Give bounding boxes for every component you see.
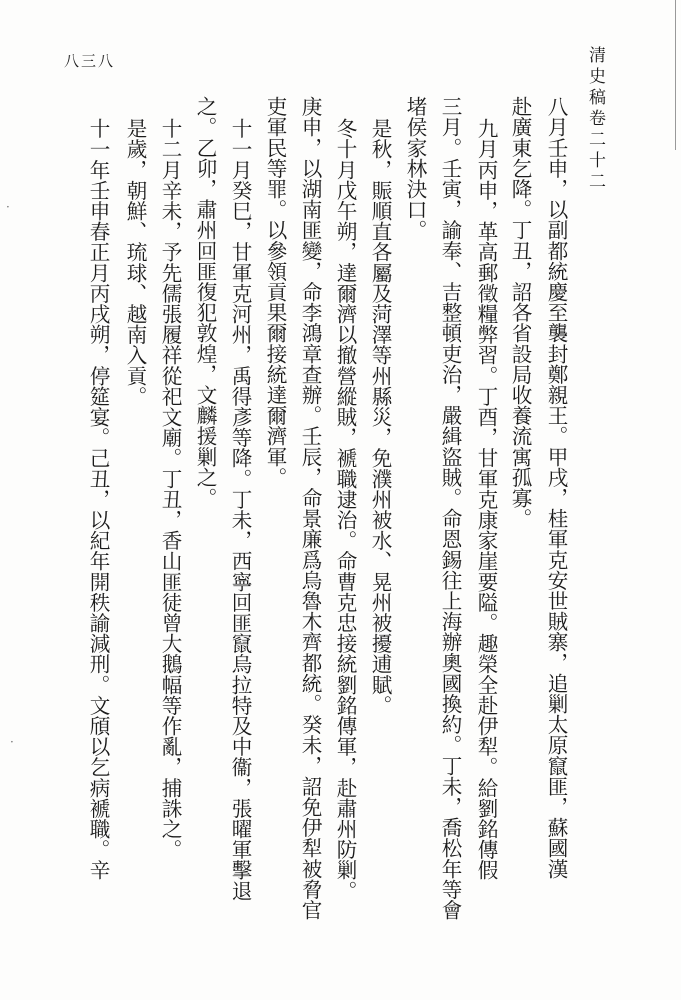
text-column-11: 之。乙卯，肅州回匪復犯敦煌，文麟援剿之。: [193, 96, 217, 508]
running-header-title: 清史稿卷二十二: [585, 46, 605, 193]
text-column-3: 九月丙申，革高郵徵糧弊習。丁酉，甘軍克康家崖要隘。趣榮全赴伊犁。給劉銘傳假: [474, 118, 498, 881]
page-number: 八三八: [64, 52, 116, 70]
text-column-14: 十一年壬申春正月丙戌朔，停筵宴。己丑，以紀年開秩諭減刑。文頎以乞病褫職。辛: [86, 118, 110, 881]
scan-speck: ·: [10, 735, 14, 749]
text-column-2: 赴廣東乞降。丁丑，詔各省設局收養流寓孤寡。: [508, 96, 532, 529]
text-column-12: 十二月辛未，予先儒張履祥從祀文廟。丁丑，香山匪徒曾大鵝幅等作亂，捕誅之。: [158, 118, 182, 860]
text-column-13: 是歲，朝鮮、琉球、越南入貢。: [123, 118, 147, 407]
text-column-5: 堵侯家林決口。: [403, 96, 427, 241]
scan-speck: ·: [6, 200, 10, 214]
text-column-1: 八月壬申，以副都統慶至襲封鄭親王。甲戌，桂軍克安世賊寨，追剿太原竄匪，蘇國漢: [544, 96, 568, 879]
text-column-7: 冬十月戊午朔，達爾濟以撤營縱賊，褫職逮治。命曹克忠接統劉銘傳軍，赴肅州防剿。: [333, 118, 357, 901]
page-edge-line: [675, 0, 676, 150]
text-column-4: 三月。壬寅，諭奉、吉整頓吏治，嚴緝盜賊。命恩錫往上海辦奧國換約。丁未，喬松年等會: [438, 96, 462, 920]
text-column-9: 吏軍民等罪。以參領貢果爾接統達爾濟軍。: [263, 96, 287, 488]
text-column-6: 是秋，賑順直各屬及菏澤等州縣災，免濮州被水、晃州被擾逋賦。: [368, 118, 392, 716]
text-column-8: 庚申，以湖南匪變，命李鴻章查辦。壬辰，命景廉爲烏魯木齊都統。癸未，詔免伊犁被脅官: [298, 96, 322, 920]
text-column-10: 十一月癸巳，甘軍克河州，禹得彥等降。丁未，西寧回匪竄烏拉特及中衞，張曜軍擊退: [228, 118, 252, 901]
